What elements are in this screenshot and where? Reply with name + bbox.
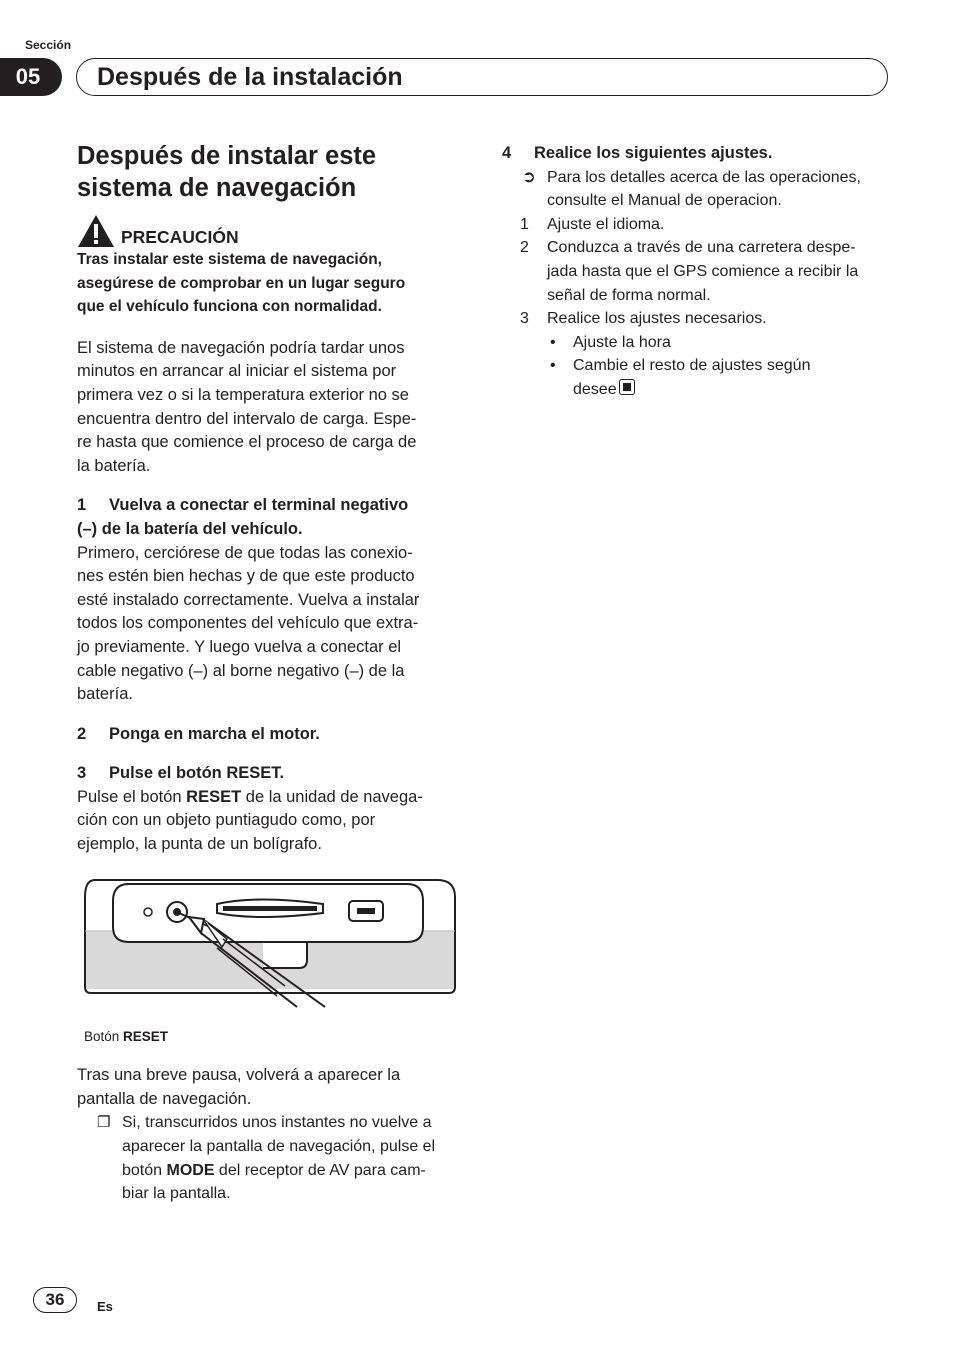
bullet-line: Ajuste la hora	[573, 333, 671, 351]
bullet-text	[573, 354, 810, 401]
caution-line: que el vehículo funciona con normalidad.	[77, 298, 382, 316]
body-line: pantalla de navegación.	[77, 1089, 252, 1108]
list-line: Ajuste el idioma.	[547, 215, 665, 233]
step-number: 3	[77, 764, 87, 783]
reset-button-illustration	[77, 875, 469, 1023]
warning-triangle-icon	[77, 214, 115, 248]
bullet-text	[573, 331, 671, 355]
bullet-item	[547, 331, 894, 355]
reference-line: consulte el Manual de operacion.	[547, 192, 782, 210]
left-column	[77, 140, 469, 1206]
bullet-icon: •	[550, 333, 556, 351]
body-line: cable negativo (–) al borne negativo (–) de la	[77, 661, 405, 680]
step-title-text: Ponga en marcha el motor.	[109, 724, 320, 743]
list-item-number: 3	[520, 310, 529, 328]
note-line: botón	[122, 1161, 167, 1179]
note-line: Si, transcurridos unos instantes no vuelve a	[122, 1114, 432, 1132]
arrow-icon: ➲	[522, 167, 536, 186]
list-item-text	[547, 307, 767, 331]
caution-header	[77, 212, 469, 248]
note-checkbox-icon: ❐	[97, 1114, 111, 1132]
body-line: Tras una breve pausa, volverá a aparecer la	[77, 1066, 401, 1085]
caption-bold: RESET	[123, 1028, 169, 1044]
language-code: Es	[97, 1299, 113, 1314]
note-item	[97, 1111, 469, 1205]
body-line: nes estén bien hechas y de que este producto	[77, 567, 415, 586]
body-line: ejemplo, la punta de un bolígrafo.	[77, 835, 322, 854]
figure-caption	[84, 1025, 469, 1049]
bullet-icon: •	[550, 357, 556, 375]
step-2-title	[77, 723, 469, 747]
step-3-body	[77, 786, 469, 857]
list-item-text	[547, 213, 664, 237]
body-text: Pulse el botón	[77, 787, 187, 806]
intro-paragraph	[77, 337, 469, 479]
section-number-badge: 05	[0, 58, 62, 96]
list-item	[502, 307, 894, 331]
intro-line: encuentra dentro del intervalo de carga. Espe-	[77, 409, 417, 428]
bullet-line: Cambie el resto de ajustes según	[573, 357, 811, 375]
note-line: del receptor de AV para cam-	[214, 1161, 426, 1179]
list-item-number: 1	[520, 215, 529, 233]
note-line: aparecer la pantalla de navegación, pulse el	[122, 1138, 436, 1156]
intro-line: la batería.	[77, 456, 151, 475]
step-title-text: Realice los siguientes ajustes.	[534, 144, 773, 162]
list-item	[502, 236, 894, 307]
step-1-body	[77, 542, 469, 707]
section-label: Sección	[25, 38, 72, 52]
step-1-title	[77, 494, 469, 541]
body-line: esté instalado correctamente. Vuelva a instalar	[77, 590, 420, 609]
step-4-title	[502, 142, 894, 166]
note-line: biar la pantalla.	[122, 1185, 231, 1203]
device-drawing	[77, 875, 469, 1023]
note-text	[122, 1111, 435, 1205]
body-line: batería.	[77, 685, 133, 704]
step-title-text: Vuelva a conectar el terminal negativo	[109, 496, 409, 515]
body-text: de la unidad de navega-	[241, 787, 423, 806]
list-item-text	[547, 236, 858, 307]
caution-line: asegúrese de comprobar en un lugar seguro	[77, 274, 406, 292]
step-title-text: Pulse el botón RESET.	[109, 764, 285, 783]
section-title: Después de la instalación	[97, 62, 403, 91]
reference-item	[502, 166, 894, 213]
page-heading-line-1: Después de instalar este	[77, 142, 377, 170]
step-number: 1	[77, 496, 87, 515]
step-title-text: (–) de la batería del vehículo.	[77, 519, 303, 538]
section-title-bar	[76, 58, 888, 96]
caution-text	[77, 248, 469, 319]
body-line: todos los componentes del vehículo que extra-	[77, 614, 419, 633]
bullet-item	[547, 354, 894, 401]
intro-line: primera vez o si la temperatura exterior no se	[77, 385, 409, 404]
right-column	[502, 142, 894, 402]
step-number: 2	[77, 724, 87, 743]
list-item-number: 2	[520, 239, 529, 257]
page-heading	[77, 140, 469, 204]
caption-text: Botón	[84, 1028, 124, 1044]
page-number: 36	[33, 1287, 77, 1313]
intro-line: El sistema de navegación podría tardar unos	[77, 338, 405, 357]
after-paragraph	[77, 1064, 469, 1111]
end-of-section-icon	[619, 379, 635, 395]
list-line: señal de forma normal.	[547, 286, 711, 304]
caution-title: PRECAUCIÓN	[121, 227, 239, 247]
page-heading-line-2: sistema de navegación	[77, 174, 357, 202]
list-line: Realice los ajustes necesarios.	[547, 310, 767, 328]
body-line: ción con un objeto puntiagudo como, por	[77, 811, 376, 830]
intro-line: re hasta que comience el proceso de carga de	[77, 433, 417, 452]
body-line: Primero, cerciórese de que todas las conexio-	[77, 543, 413, 562]
intro-line: minutos en arrancar al iniciar el sistema por	[77, 362, 397, 381]
step-3-title	[77, 762, 469, 786]
mode-label-bold: MODE	[166, 1161, 215, 1179]
reference-text	[547, 166, 861, 213]
reset-label-bold: RESET	[186, 787, 242, 806]
list-line: jada hasta que el GPS comience a recibir la	[547, 262, 859, 280]
body-line: jo previamente. Y luego vuelva a conectar el	[77, 637, 402, 656]
bullet-line: desee	[573, 380, 617, 398]
reference-line: Para los detalles acerca de las operaciones,	[547, 168, 861, 186]
caution-line: Tras instalar este sistema de navegación,	[77, 251, 382, 268]
step-number: 4	[502, 144, 512, 162]
list-line: Conduzca a través de una carretera despe-	[547, 239, 856, 257]
list-item	[502, 213, 894, 237]
